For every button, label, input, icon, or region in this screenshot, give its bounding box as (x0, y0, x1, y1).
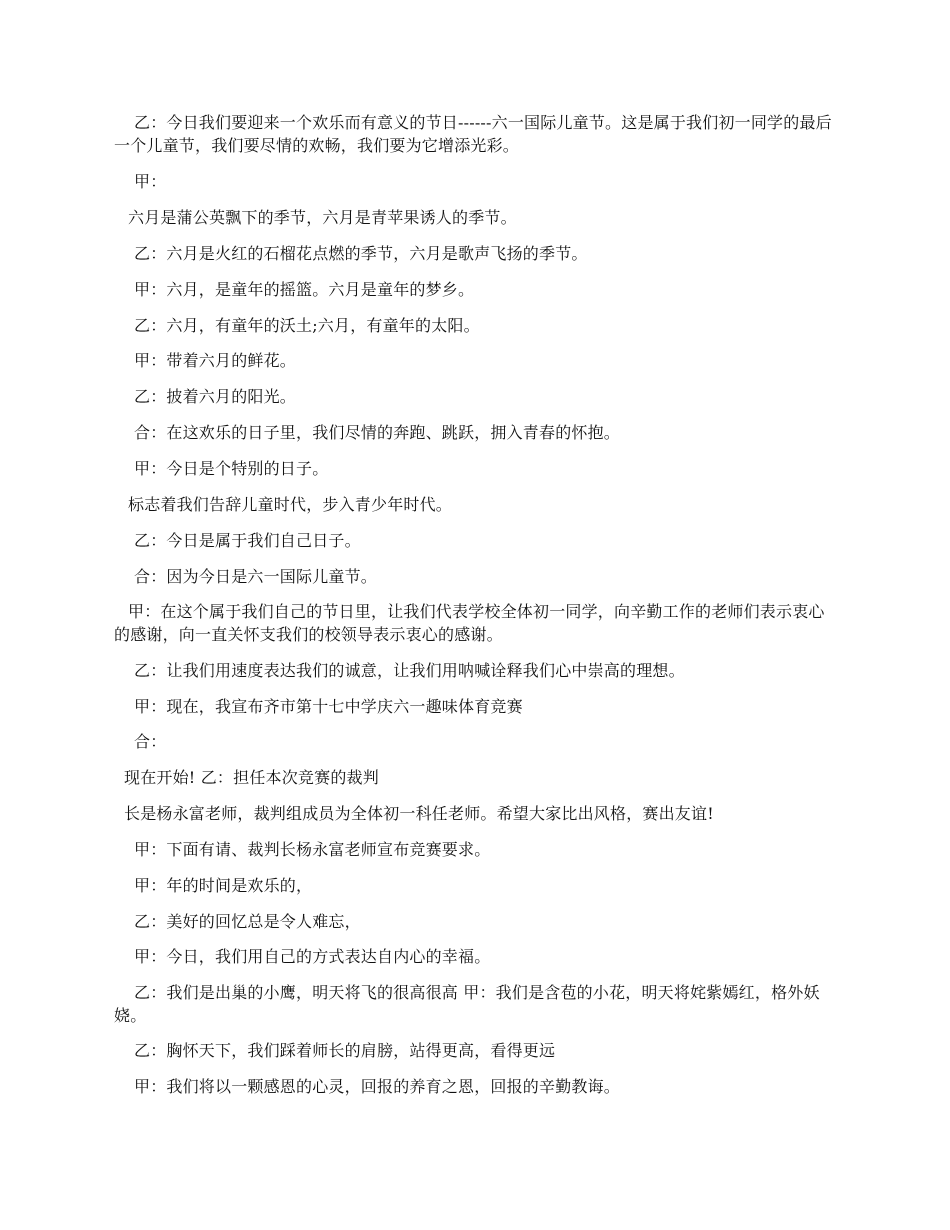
paragraph-21: 甲：年的时间是欢乐的， (134, 876, 313, 895)
paragraph-18: 现在开始! 乙：担任本次竞赛的裁判 (124, 768, 379, 787)
paragraph-11: 标志着我们告辞儿童时代，步入青少年时代。 (128, 495, 453, 514)
paragraph-20: 甲：下面有请、裁判长杨永富老师宣布竞赛要求。 (134, 840, 491, 859)
paragraph-5: 甲：六月，是童年的摇篮。六月是童年的梦乡。 (134, 280, 475, 299)
paragraph-2: 甲： (134, 172, 167, 191)
paragraph-6: 乙：六月，有童年的沃土;六月，有童年的太阳。 (134, 316, 480, 335)
paragraph-22: 乙：美好的回忆总是令人难忘， (134, 912, 361, 931)
paragraph-25: 乙：胸怀天下，我们踩着师长的肩膀，站得更高，看得更远 (134, 1041, 556, 1060)
paragraph-12: 乙：今日是属于我们自己日子。 (134, 531, 361, 550)
paragraph-19: 长是杨永富老师，裁判组成员为全体初一科任老师。希望大家比出风格，赛出友谊! (124, 804, 714, 823)
paragraph-3: 六月是蒲公英飘下的季节，六月是青苹果诱人的季节。 (128, 208, 517, 227)
paragraph-1: 乙：今日我们要迎来一个欢乐而有意义的节日------六一国际儿童节。这是属于我们初一同学的最后一个儿童节，我们要尽情的欢畅，我们要为它增添光彩。 (114, 113, 832, 155)
paragraph-16: 甲：现在，我宣布齐市第十七中学庆六一趣味体育竞赛 (134, 697, 523, 716)
paragraph-15: 乙：让我们用速度表达我们的诚意，让我们用呐喊诠释我们心中崇高的理想。 (134, 661, 685, 680)
paragraph-17: 合： (134, 732, 167, 751)
paragraph-23: 甲：今日，我们用自己的方式表达自内心的幸福。 (134, 947, 491, 966)
paragraph-8: 乙：披着六月的阳光。 (134, 387, 297, 406)
paragraph-13: 合：因为今日是六一国际儿童节。 (134, 567, 378, 586)
paragraph-7: 甲：带着六月的鲜花。 (134, 351, 297, 370)
paragraph-14: 甲：在这个属于我们自己的节日里，让我们代表学校全体初一同学，向辛勤工作的老师们表示衷心的感谢，向一直关怀支我们的校领导表示衷心的感谢。 (114, 602, 825, 644)
paragraph-9: 合：在这欢乐的日子里，我们尽情的奔跑、跳跃，拥入青春的怀抱。 (134, 423, 621, 442)
paragraph-4: 乙：六月是火红的石榴花点燃的季节，六月是歌声飞扬的季节。 (134, 244, 588, 263)
paragraph-24: 乙：我们是出巢的小鹰，明天将飞的很高很高 甲：我们是含苞的小花，明天将姹紫嫣红，格外妖娆。 (114, 983, 820, 1025)
paragraph-26: 甲：我们将以一颗感恩的心灵，回报的养育之恩，回报的辛勤教诲。 (134, 1077, 621, 1096)
paragraph-10: 甲：今日是个特别的日子。 (134, 459, 329, 478)
